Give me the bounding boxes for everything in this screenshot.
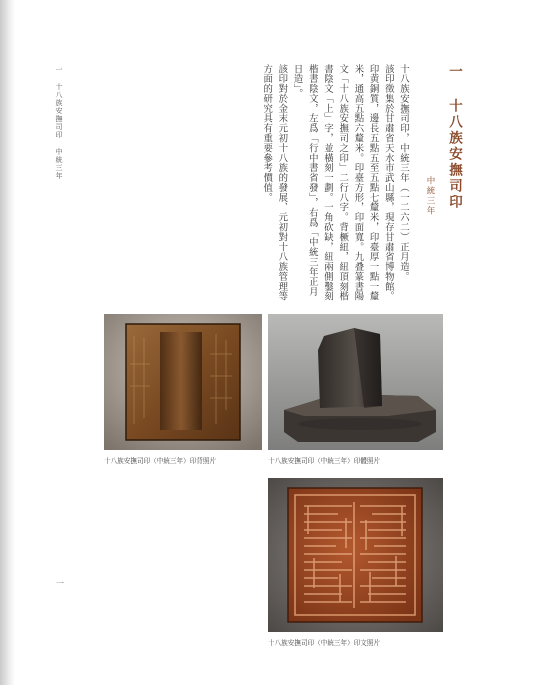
page-gutter-shadow: [0, 0, 15, 685]
body-paragraph: 十八族安撫司印，中統三年（一二六二）正月造。: [398, 64, 409, 282]
seal-body-photo: [268, 314, 443, 450]
seal-back-photo: [104, 314, 262, 450]
figure-caption: 十八族安撫司印（中統三年）印文照片: [268, 639, 381, 647]
section-title: 一 十八族安撫司印: [446, 64, 462, 211]
body-text: [246, 64, 411, 304]
section-heading: [424, 64, 464, 294]
running-header: 一 十八族安撫司印 中統三年: [55, 66, 63, 180]
figure-caption: 十八族安撫司印（中統三年）印背照片: [104, 457, 217, 465]
seal-face-photo: [268, 478, 443, 632]
body-paragraph: 該印徵集於甘肅省天水市武山縣，現存甘肅省博物館。印黄銅質，邊長五點五至五點七釐米，印臺厚一點一釐米，通高五點六釐米。印臺方形，印面寬。九叠篆書陽文「十八族安撫司之印」二行八字。背橛紐，紐頂刻楷書陰文「上」字，並橫刻一劃。一角砍缺，紐兩側鑿刻楷書陰文，左爲「行中書省發」，右爲「中統三年正月日造」。: [291, 64, 394, 302]
page-number: 一: [56, 579, 64, 588]
body-paragraph: 該印對於金末元初十八族的發展、元初對十八族管理等方面的研究具有重要參考價值。: [261, 64, 288, 302]
figure-caption: 十八族安撫司印（中統三年）印體照片: [268, 457, 381, 465]
section-subtitle: 中統三年: [425, 176, 435, 216]
